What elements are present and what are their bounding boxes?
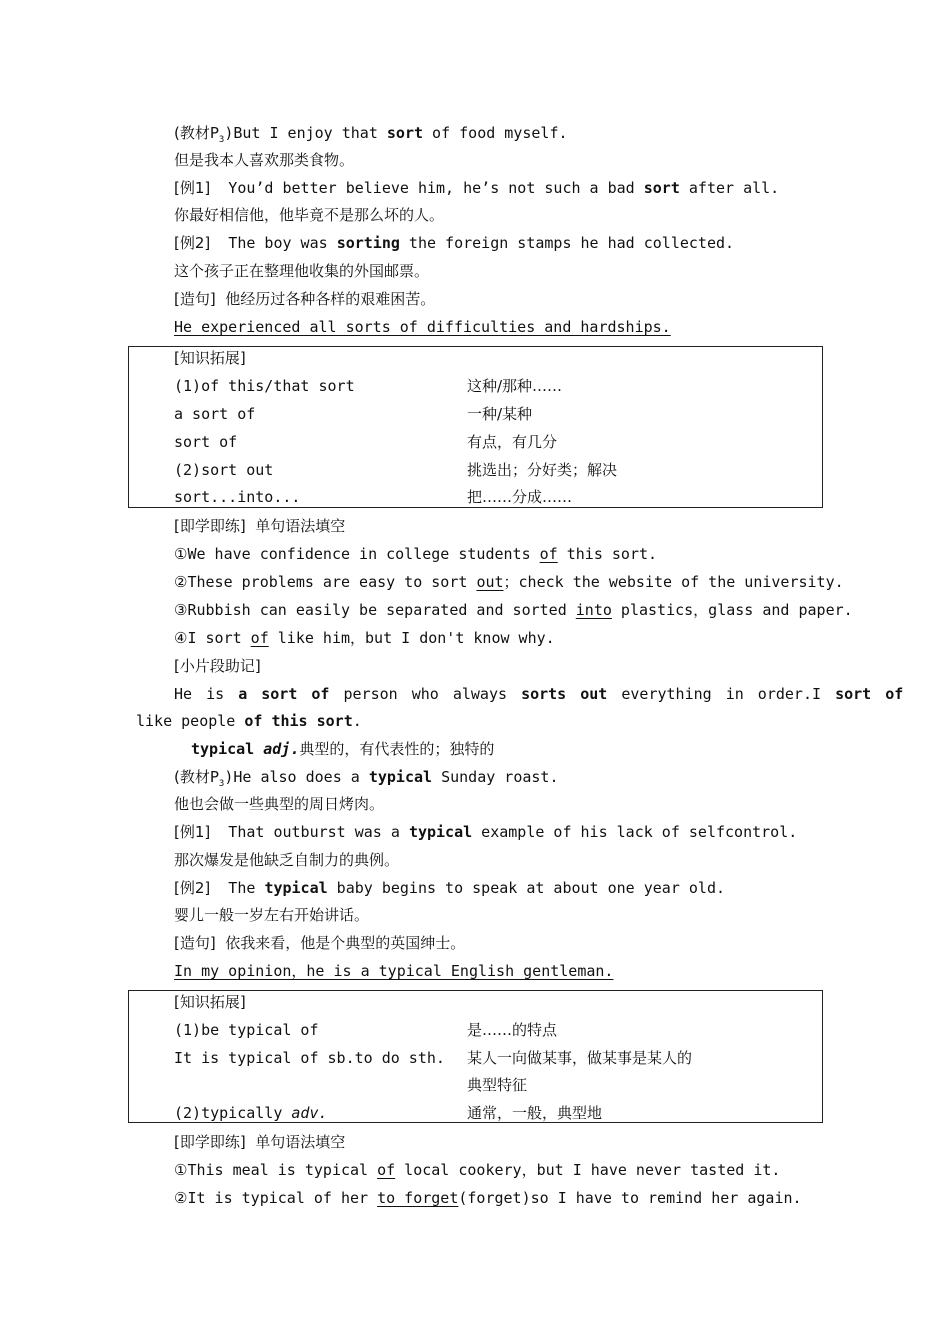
sort-example-1: [例1] You’d better believe him, he’s not such a bad sort after all. bbox=[174, 179, 780, 197]
sort-make-sentence-answer: He experienced all sorts of difficulties and hardships. bbox=[174, 318, 671, 336]
sort-practice-item-1: ①We have confidence in college students of this sort. bbox=[174, 545, 658, 563]
knowledge-box-title: [知识拓展] bbox=[174, 993, 246, 1011]
knowledge-meaning: 通常，一般，典型地 bbox=[467, 1104, 603, 1122]
sort-practice-item-3: ③Rubbish can easily be separated and sorted into plastics，glass and paper. bbox=[174, 601, 853, 619]
knowledge-phrase: (1)of this/that sort bbox=[174, 377, 355, 395]
knowledge-meaning: 把……分成…… bbox=[467, 488, 573, 506]
knowledge-meaning-continued: 典型特征 bbox=[467, 1076, 528, 1094]
typical-textbook-translation: 他也会做一些典型的周日烤肉。 bbox=[174, 795, 385, 813]
typical-make-sentence: [造句] 依我来看，他是个典型的英国绅士。 bbox=[174, 934, 466, 952]
typical-textbook-sentence: (教材$P_3)He$ also does a typical Sunday roast. bbox=[174, 768, 559, 789]
sort-textbook-sentence: (教材$P_3)But$ I enjoy that sort of food myself. bbox=[174, 124, 568, 145]
knowledge-meaning: 某人一向做某事，做某事是某人的 bbox=[467, 1049, 693, 1067]
typical-example-1: [例1] That outburst was a typical example of his lack of selfcontrol. bbox=[174, 823, 798, 841]
memo-title: [小片段助记] bbox=[174, 657, 261, 675]
typical-knowledge-box bbox=[128, 990, 823, 1123]
knowledge-phrase: a sort of bbox=[174, 405, 256, 423]
typical-practice-item-2: ②It is typical of her to forget(forget)so I have to remind her again. bbox=[174, 1189, 802, 1207]
answer-blank: of bbox=[377, 1161, 396, 1179]
sort-example-1-translation: 你最好相信他，他毕竟不是那么坏的人。 bbox=[174, 206, 445, 224]
typical-practice-item-1: ①This meal is typical of local cookery，but I have never tasted it. bbox=[174, 1161, 781, 1179]
typical-example-1-translation: 那次爆发是他缺乏自制力的典例。 bbox=[174, 851, 400, 869]
answer-blank: of bbox=[539, 545, 558, 563]
answer-blank: to forget bbox=[377, 1189, 459, 1207]
sort-practice-item-4: ④I sort of like him，but I don't know why. bbox=[174, 629, 555, 647]
knowledge-phrase: It is typical of sb.to do sth. bbox=[174, 1049, 445, 1067]
sort-knowledge-box bbox=[128, 346, 823, 508]
memo-line-1: He is a sort of person who always sorts out everything in order.I sort of bbox=[174, 685, 904, 703]
typical-example-2-translation: 婴儿一般一岁左右开始讲话。 bbox=[174, 906, 370, 924]
knowledge-phrase: (2)typically adv. bbox=[174, 1104, 328, 1122]
knowledge-box-title: [知识拓展] bbox=[174, 349, 246, 367]
knowledge-meaning: 有点，有几分 bbox=[467, 433, 558, 451]
sort-make-sentence: [造句] 他经历过各种各样的艰难困苦。 bbox=[174, 290, 436, 308]
typical-practice-title: [即学即练] 单句语法填空 bbox=[174, 1133, 346, 1151]
knowledge-phrase: sort of bbox=[174, 433, 238, 451]
sort-example-2: [例2] The boy was sorting the foreign stamps he had collected. bbox=[174, 234, 735, 252]
answer-blank: into bbox=[575, 601, 612, 619]
typical-example-2: [例2] The typical baby begins to speak at about one year old. bbox=[174, 879, 726, 897]
typical-make-sentence-answer: In my opinion，he is a typical English gentleman. bbox=[174, 962, 614, 980]
knowledge-meaning: 挑选出；分好类；解决 bbox=[467, 461, 618, 479]
memo-line-2: like people of this sort. bbox=[136, 712, 362, 730]
sort-textbook-translation: 但是我本人喜欢那类食物。 bbox=[174, 151, 355, 169]
knowledge-meaning: 这种/那种…… bbox=[467, 377, 563, 395]
sort-example-2-translation: 这个孩子正在整理他收集的外国邮票。 bbox=[174, 262, 430, 280]
knowledge-phrase: (1)be typical of bbox=[174, 1021, 319, 1039]
answer-blank: out bbox=[476, 573, 504, 591]
knowledge-phrase: (2)sort out bbox=[174, 461, 274, 479]
knowledge-meaning: 是……的特点 bbox=[467, 1021, 558, 1039]
answer-blank: of bbox=[250, 629, 269, 647]
knowledge-phrase: sort...into... bbox=[174, 488, 301, 506]
sort-practice-item-2: ②These problems are easy to sort out；check the website of the university. bbox=[174, 573, 844, 591]
typical-headword: typical adj.典型的，有代表性的；独特的 bbox=[191, 740, 495, 758]
sort-practice-title: [即学即练] 单句语法填空 bbox=[174, 517, 346, 535]
knowledge-meaning: 一种/某种 bbox=[467, 405, 533, 423]
